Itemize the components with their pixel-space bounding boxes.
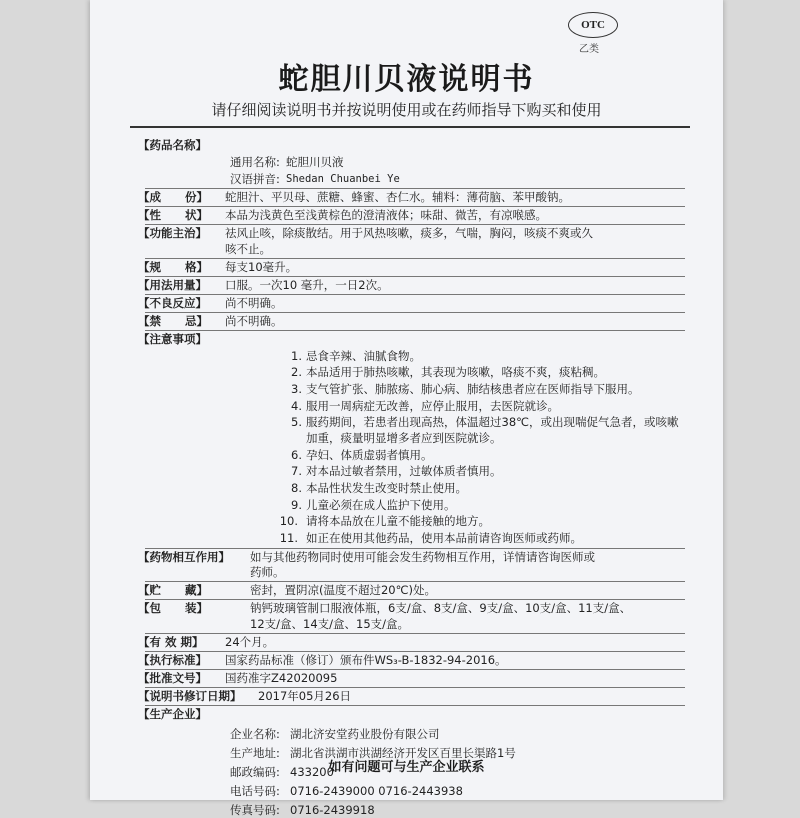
section-text: 国家药品标准（修订）颁布件WS₃-B-1832-94-2016。 <box>225 652 507 667</box>
section-divider <box>145 224 685 225</box>
section-text: 钠钙玻璃管制口服液体瓶，6支/盒、8支/盒、9支/盒、10支/盒、11支/盒、 <box>250 601 632 616</box>
section-label: 【批准文号】 <box>138 670 207 685</box>
page-title: 蛇胆川贝液说明书 <box>278 62 535 97</box>
note-text: 本品性状发生改变时禁止使用。 <box>306 480 467 495</box>
note-number: 2. <box>291 365 302 380</box>
section-divider <box>145 258 685 259</box>
manufacturer-field-value: 湖北济安堂药业股份有限公司 <box>290 726 440 741</box>
section-divider <box>145 633 685 634</box>
section-label: 【说明书修订日期】 <box>138 688 242 703</box>
note-text: 加重，痰量明显增多者应到医院就诊。 <box>306 430 502 445</box>
section-label: 【不良反应】 <box>138 295 207 310</box>
section-label: 【有 效 期】 <box>138 634 204 649</box>
manufacturer-field-label: 邮政编码: <box>230 764 280 779</box>
section-label: 【规 格】 <box>138 259 209 274</box>
leaflet-paper <box>90 0 723 817</box>
section-divider <box>145 276 685 277</box>
section-text: 蛇胆汁、平贝母、蔗糖、蜂蜜、杏仁水。辅料：薄荷脑、苯甲酸钠。 <box>225 190 570 204</box>
section-divider <box>145 548 685 549</box>
note-number: 6. <box>291 447 302 462</box>
generic-name-value: 蛇胆川贝液 <box>286 155 344 169</box>
pinyin-label: 汉语拼音: <box>230 172 280 186</box>
section-text: 咳不止。 <box>225 241 271 256</box>
section-label: 【贮 藏】 <box>138 583 209 598</box>
drug-name-label: 【药品名称】 <box>138 138 207 152</box>
section-text: 本品为浅黄色至浅黄棕色的澄清液体；味甜、微苦，有凉喉感。 <box>225 208 547 222</box>
section-label: 【成 份】 <box>138 190 209 204</box>
note-number: 5. <box>291 415 302 430</box>
generic-name-label: 通用名称: <box>230 155 280 169</box>
manufacturer-label: 【生产企业】 <box>138 706 207 721</box>
manufacturer-field-value: 湖北省洪湖市洪湖经济开发区百里长渠路1号 <box>290 745 516 760</box>
manufacturer-field-value: 433200 <box>290 764 334 779</box>
note-number: 4. <box>291 398 302 413</box>
section-text: 药师。 <box>250 565 285 580</box>
section-label: 【性 状】 <box>138 208 209 222</box>
note-text: 儿童必须在成人监护下使用。 <box>306 497 456 512</box>
note-number: 8. <box>291 480 302 495</box>
note-text: 支气管扩张、肺脓疡、肺心病、肺结核患者应在医师指导下服用。 <box>306 381 640 396</box>
section-label: 【药物相互作用】 <box>138 549 230 564</box>
note-text: 服药期间，若患者出现高热，体温超过38℃，或出现喘促气急者，或咳嗽 <box>306 415 679 430</box>
section-divider <box>145 687 685 688</box>
section-text: 口服。一次10 毫升，一日2次。 <box>225 277 389 292</box>
note-text: 孕妇、体质虚弱者慎用。 <box>306 447 433 462</box>
note-number: 10. <box>279 514 298 529</box>
note-text: 服用一周病症无改善，应停止服用，去医院就诊。 <box>306 398 559 413</box>
section-text: 如与其他药物同时使用可能会发生药物相互作用，详情请咨询医师或 <box>250 549 595 564</box>
section-text: 2017年05月26日 <box>258 688 352 703</box>
note-text: 忌食辛辣、油腻食物。 <box>306 348 421 363</box>
manufacturer-field-label: 传真号码: <box>230 802 280 817</box>
manufacturer-field-label: 生产地址: <box>230 745 280 760</box>
section-text: 密封，置阴凉(温度不超过20℃)处。 <box>250 583 437 598</box>
header-rule <box>130 126 690 128</box>
section-divider <box>145 669 685 670</box>
section-divider <box>145 330 685 331</box>
section-divider <box>145 206 685 207</box>
section-label: 【禁 忌】 <box>138 313 209 328</box>
note-text: 如正在使用其他药品，使用本品前请咨询医师或药师。 <box>306 531 582 545</box>
section-text: 每支10毫升。 <box>225 259 298 274</box>
section-text: 尚不明确。 <box>225 295 283 310</box>
manufacturer-field-value: 0716-2439000 0716-2443938 <box>290 783 463 798</box>
section-text: 24个月。 <box>225 634 275 649</box>
section-divider <box>145 651 685 652</box>
note-text: 对本品过敏者禁用，过敏体质者慎用。 <box>306 464 502 479</box>
manufacturer-field-value: 0716-2439918 <box>290 802 375 817</box>
note-text: 请将本品放在儿童不能接触的地方。 <box>306 514 490 529</box>
manufacturer-field-label: 电话号码: <box>230 783 280 798</box>
otc-badge: OTC <box>568 12 618 38</box>
section-text: 祛风止咳，除痰散结。用于风热咳嗽，痰多，气喘，胸闷，咳痰不爽或久 <box>225 226 593 240</box>
note-number: 7. <box>291 464 302 479</box>
section-divider <box>145 705 685 706</box>
section-label: 【用法用量】 <box>138 277 207 292</box>
section-label: 【执行标准】 <box>138 652 207 667</box>
section-label: 【包 装】 <box>138 601 209 616</box>
note-number: 1. <box>291 348 302 363</box>
section-divider <box>145 294 685 295</box>
section-text: 12支/盒、14支/盒、15支/盒。 <box>250 616 410 631</box>
note-number: 9. <box>291 497 302 512</box>
manufacturer-field-label: 企业名称: <box>230 726 280 741</box>
note-text: 本品适用于肺热咳嗽，其表现为咳嗽，咯痰不爽，痰粘稠。 <box>306 365 605 380</box>
section-text: 尚不明确。 <box>225 313 283 328</box>
section-divider <box>145 312 685 313</box>
section-divider <box>145 599 685 600</box>
section-text: 国药准字Z42020095 <box>225 670 338 685</box>
contact-footer: 如有问题可与生产企业联系 <box>328 760 485 775</box>
note-number: 11. <box>279 531 298 545</box>
section-divider <box>145 581 685 582</box>
section-divider <box>145 188 685 189</box>
notes-label: 【注意事项】 <box>138 331 207 346</box>
otc-class-label: 乙类 <box>579 44 599 55</box>
note-number: 3. <box>291 381 302 396</box>
page-subtitle: 请仔细阅读说明书并按说明使用或在药师指导下购买和使用 <box>211 101 602 119</box>
pinyin-value: Shedan Chuanbei Ye <box>286 173 400 185</box>
section-label: 【功能主治】 <box>138 226 207 240</box>
